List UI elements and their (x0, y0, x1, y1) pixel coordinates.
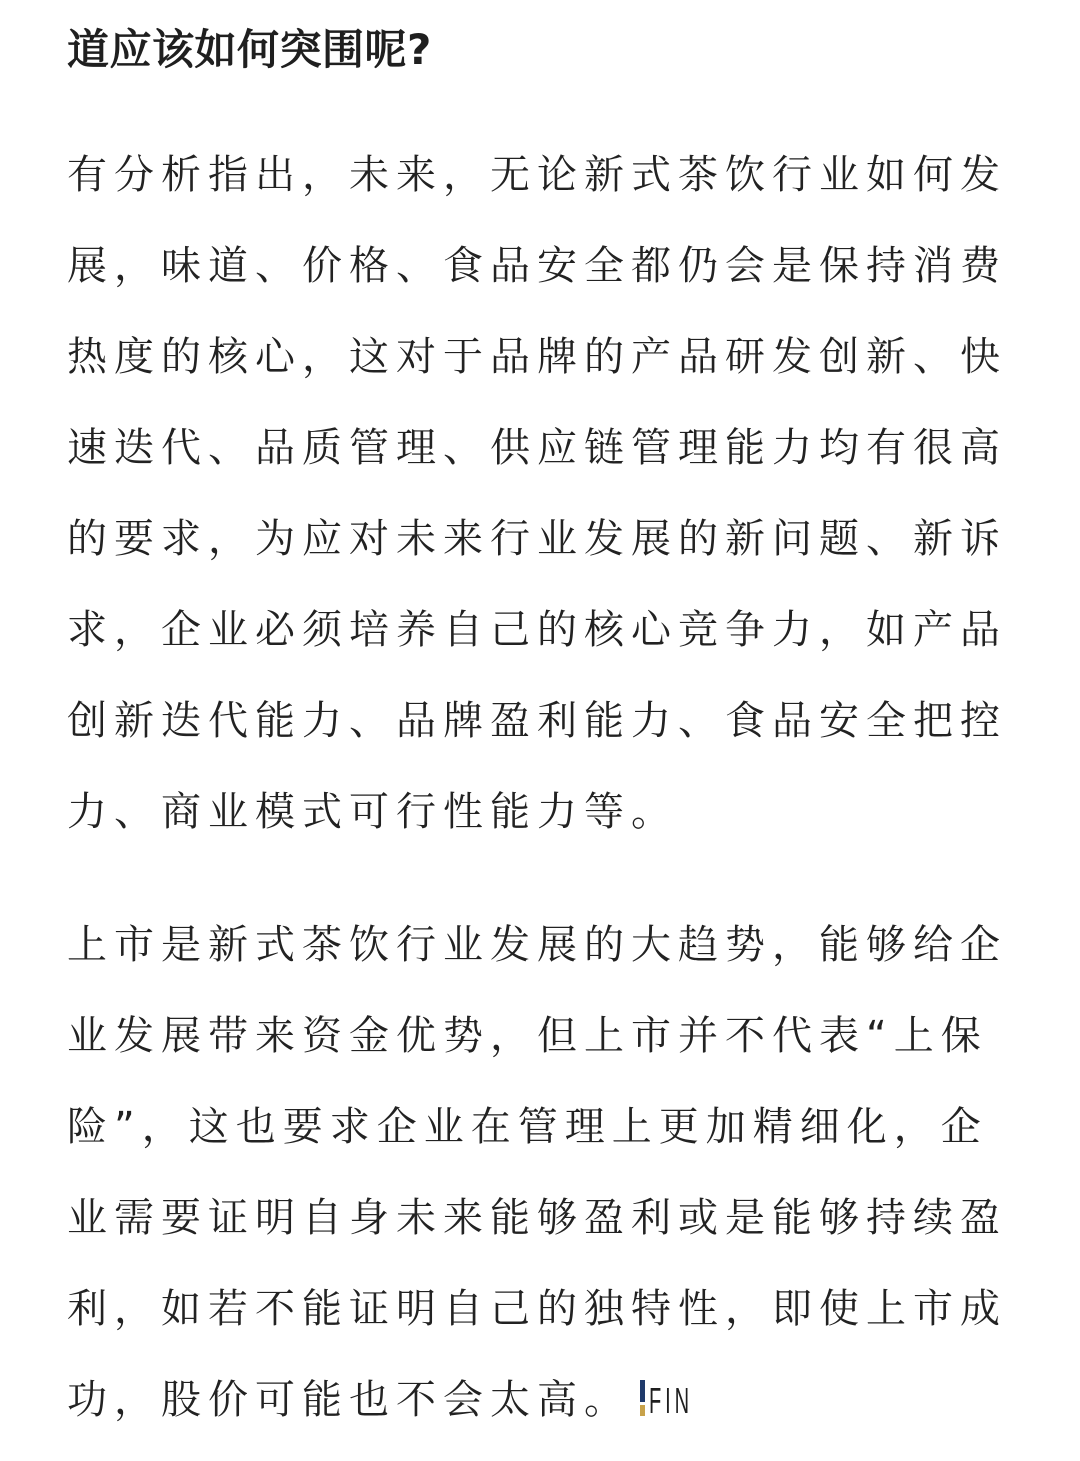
paragraph-1-text: 有分析指出，未来，无论新式茶饮行业如何发展，味道、价格、食品安全都仍会是保持消费热度的核心，这对于品牌的产品研发创新、快速迭代、品质管理、供应链管理能力均有很高的要求，为应对未来行业发展的新问题、新诉求，企业必须培养自己的核心竞争力，如产品创新迭代能力、品牌盈利能力、食品安全把控力、商业模式可行性能力等。 (67, 152, 1007, 835)
paragraph-2 (67, 900, 1013, 1446)
section-heading: 道应该如何突围呢? (67, 25, 432, 74)
fin-logo-text: FIN (649, 1380, 693, 1421)
paragraph-1 (67, 130, 1013, 858)
fin-logo-icon (639, 1379, 695, 1421)
article-body (67, 0, 1013, 1446)
paragraph-2-text: 上市是新式茶饮行业发展的大趋势，能够给企业发展带来资金优势，但上市并不代表“上保险”，这也要求企业在管理上更加精细化，企业需要证明自身未来能够盈利或是能够持续盈利，如若不能证明自己的独特性，即使上市成功，股价可能也不会太高。 (67, 922, 1007, 1423)
